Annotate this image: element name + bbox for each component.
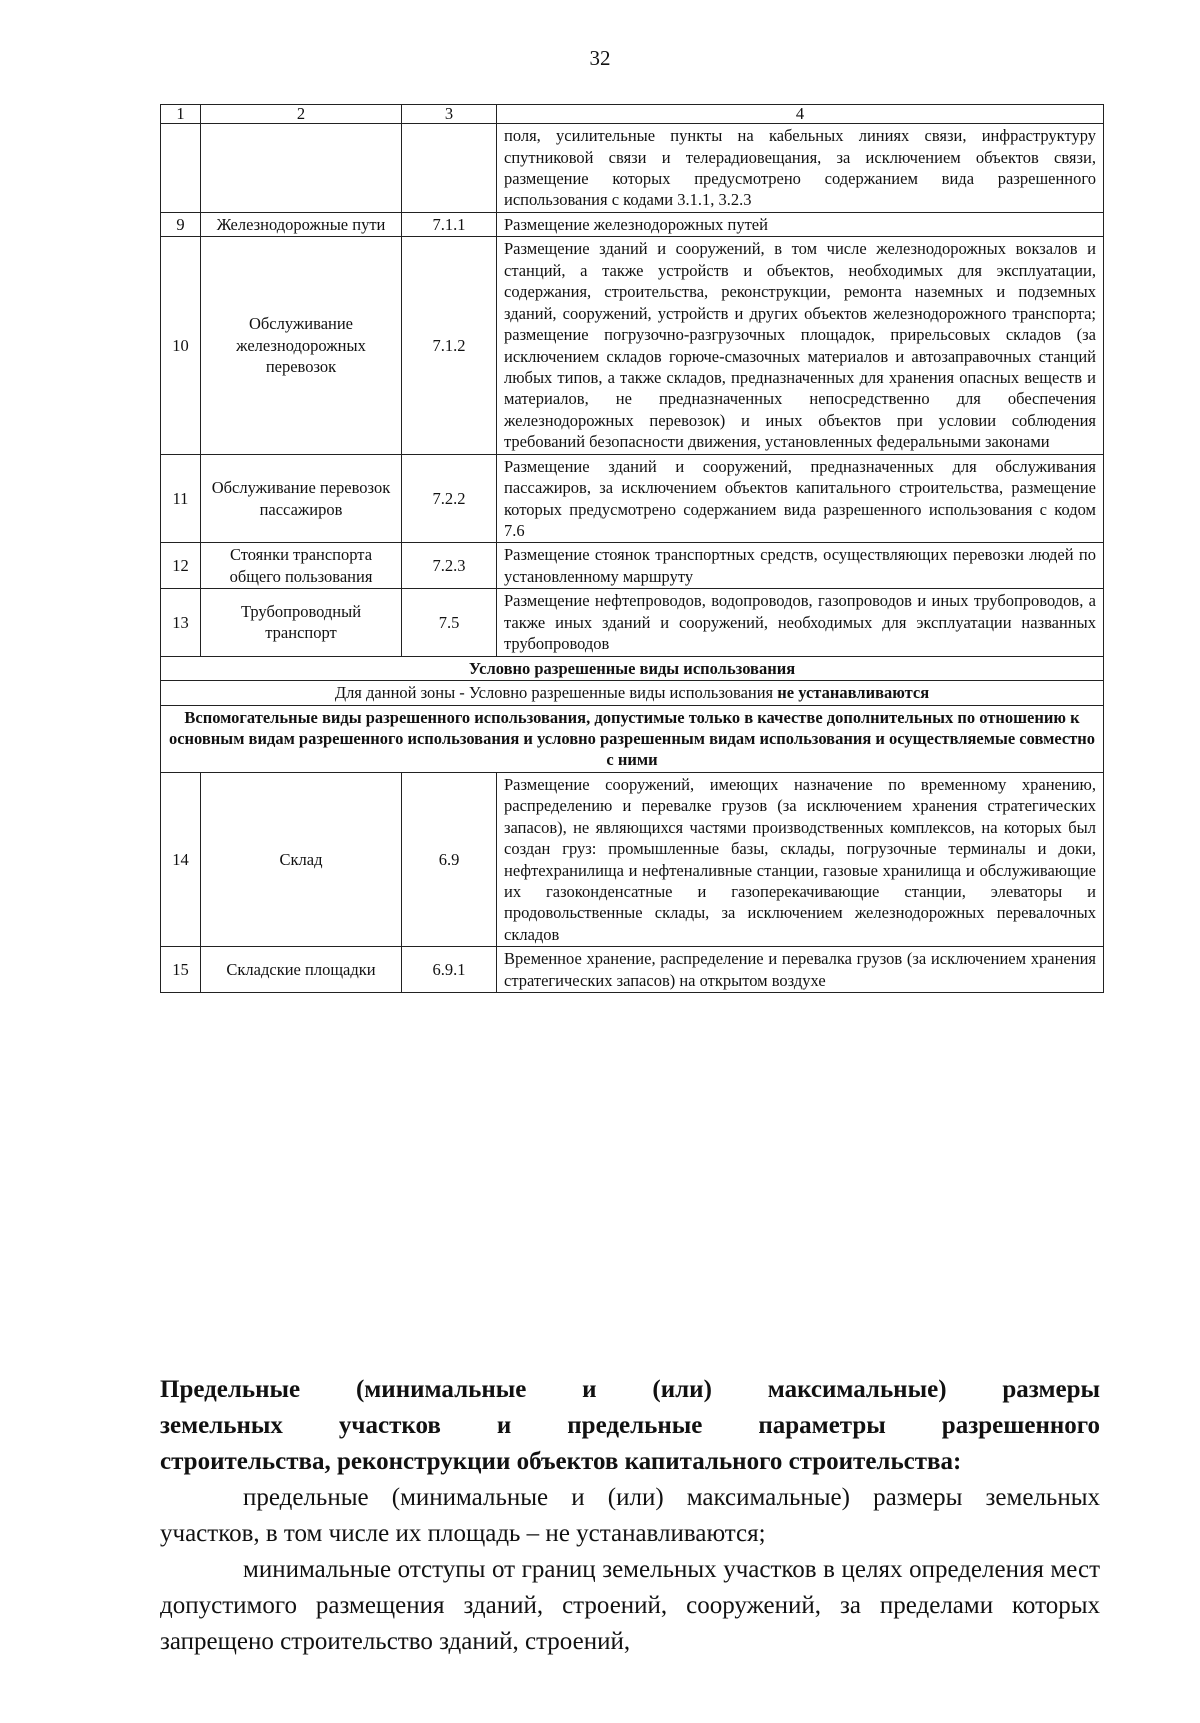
- row-code: 7.2.2: [402, 454, 497, 543]
- row-description: поля, усилительные пункты на кабельных линиях связи, инфраструктуру спутниковой связи и телерадиовещания, за исключением объектов связи, размещение которых предусмотрено содержанием вида разрешенного использования с кодами 3.1.1, 3.2.3: [497, 124, 1104, 213]
- row-use-name: [201, 124, 402, 213]
- row-number: 9: [161, 212, 201, 236]
- row-code: 6.9: [402, 772, 497, 947]
- row-description: Размещение стоянок транспортных средств, осуществляющих перевозки людей по установленному маршруту: [497, 543, 1104, 589]
- conditional-note-prefix: Для данной зоны - Условно разрешенные виды использования: [334, 683, 778, 703]
- row-code: 7.2.3: [402, 543, 497, 589]
- table-row: [161, 947, 1104, 993]
- row-number: 10: [161, 237, 201, 454]
- row-use-name: Обслуживание перевозок пассажиров: [201, 454, 402, 543]
- section-row-auxiliary: [161, 705, 1104, 772]
- table-row: [161, 237, 1104, 454]
- row-number: 13: [161, 589, 201, 656]
- conditional-note-bold: не устанавливаются: [777, 683, 930, 703]
- row-description: Размещение сооружений, имеющих назначение по временному хранению, распределению и перевалке грузов (за исключением хранения стратегических запасов), не являющихся частями производственных комплексов, на которых был создан груз: промышленные базы, склады, погрузочные терминалы и доки, нефтехранилища и нефтеналивные станции, газовые хранилища и обслуживающие их газоконденсатные и газоперекачивающие станции, элеваторы и продовольственные склады, за исключением железнодорожных перевалочных складов: [497, 772, 1104, 947]
- section-title-auxiliary: Вспомогательные виды разрешенного использования, допустимые только в качестве дополнительных по отношению к основным видам разрешенного использования и условно разрешенным видам использования и осуществляемые совместно с ними: [161, 705, 1104, 772]
- row-use-name: Стоянки транспорта общего пользования: [201, 543, 402, 589]
- header-col-2: 2: [201, 105, 402, 124]
- table-row: [161, 589, 1104, 656]
- row-description: Размещение железнодорожных путей: [497, 212, 1104, 236]
- page-number: 32: [589, 46, 611, 70]
- land-use-table: [160, 104, 1104, 993]
- row-code: [402, 124, 497, 213]
- section-row-conditional-note: [161, 681, 1104, 705]
- header-col-1: 1: [161, 105, 201, 124]
- body-text: [160, 1372, 1100, 1660]
- section-heading-line-3: строительства, реконструкции объектов капитального строительства:: [160, 1448, 962, 1475]
- table-row: [161, 454, 1104, 543]
- header-col-3: 3: [402, 105, 497, 124]
- row-description: Размещение нефтепроводов, водопроводов, газопроводов и иных трубопроводов, а также иных зданий и сооружений, необходимых для эксплуатации названных трубопроводов: [497, 589, 1104, 656]
- header-col-4: 4: [497, 105, 1104, 124]
- table-row: [161, 212, 1104, 236]
- section-heading-line-1: Предельные (минимальные и (или) максимальные) размеры: [160, 1376, 1100, 1403]
- paragraph-plot-sizes: предельные (минимальные и (или) максимальные) размеры земельных участков, в том числе их площадь – не устанавливаются;: [160, 1484, 1100, 1547]
- row-use-name: Обслуживание железнодорожных перевозок: [201, 237, 402, 454]
- row-use-name: Трубопроводный транспорт: [201, 589, 402, 656]
- table-header-row: [161, 105, 1104, 124]
- row-description: Размещение зданий и сооружений, предназначенных для обслуживания пассажиров, за исключением объектов капитального строительства, размещение которых предусмотрено содержанием вида разрешенного использования с кодом 7.6: [497, 454, 1104, 543]
- row-number: 11: [161, 454, 201, 543]
- row-code: 6.9.1: [402, 947, 497, 993]
- table-row: [161, 772, 1104, 947]
- row-number: [161, 124, 201, 213]
- row-code: 7.1.2: [402, 237, 497, 454]
- conditional-note: [161, 681, 1104, 705]
- row-use-name: Складские площадки: [201, 947, 402, 993]
- row-description: Размещение зданий и сооружений, в том числе железнодорожных вокзалов и станций, а также устройств и объектов, необходимых для эксплуатации, содержания, строительства, реконструкции, ремонта наземных и подземных зданий, сооружений, устройств и других объектов железнодорожного транспорта; размещение погрузочно-разгрузочных площадок, прирельсовых складов (за исключением складов горюче-смазочных материалов и автозаправочных станций любых типов, а также складов, предназначенных для хранения опасных веществ и материалов, не предназначенных непосредственно для обеспечения железнодорожных перевозок) и иных объектов при условии соблюдения требований безопасности движения, установленных федеральными законами: [497, 237, 1104, 454]
- section-title-conditional: Условно разрешенные виды использования: [161, 656, 1104, 680]
- row-description: Временное хранение, распределение и перевалка грузов (за исключением хранения стратегических запасов) на открытом воздухе: [497, 947, 1104, 993]
- row-use-name: Склад: [201, 772, 402, 947]
- row-code: 7.5: [402, 589, 497, 656]
- table-row: [161, 124, 1104, 213]
- row-number: 12: [161, 543, 201, 589]
- row-code: 7.1.1: [402, 212, 497, 236]
- table-row: [161, 543, 1104, 589]
- row-number: 15: [161, 947, 201, 993]
- section-row-conditional: [161, 656, 1104, 680]
- paragraph-setbacks: минимальные отступы от границ земельных участков в целях определения мест допустимого размещения зданий, строений, сооружений, за пределами которых запрещено строительство зданий, строений,: [160, 1556, 1100, 1655]
- section-heading-line-2: земельных участков и предельные параметры разрешенного: [160, 1412, 1100, 1439]
- row-use-name: Железнодорожные пути: [201, 212, 402, 236]
- row-number: 14: [161, 772, 201, 947]
